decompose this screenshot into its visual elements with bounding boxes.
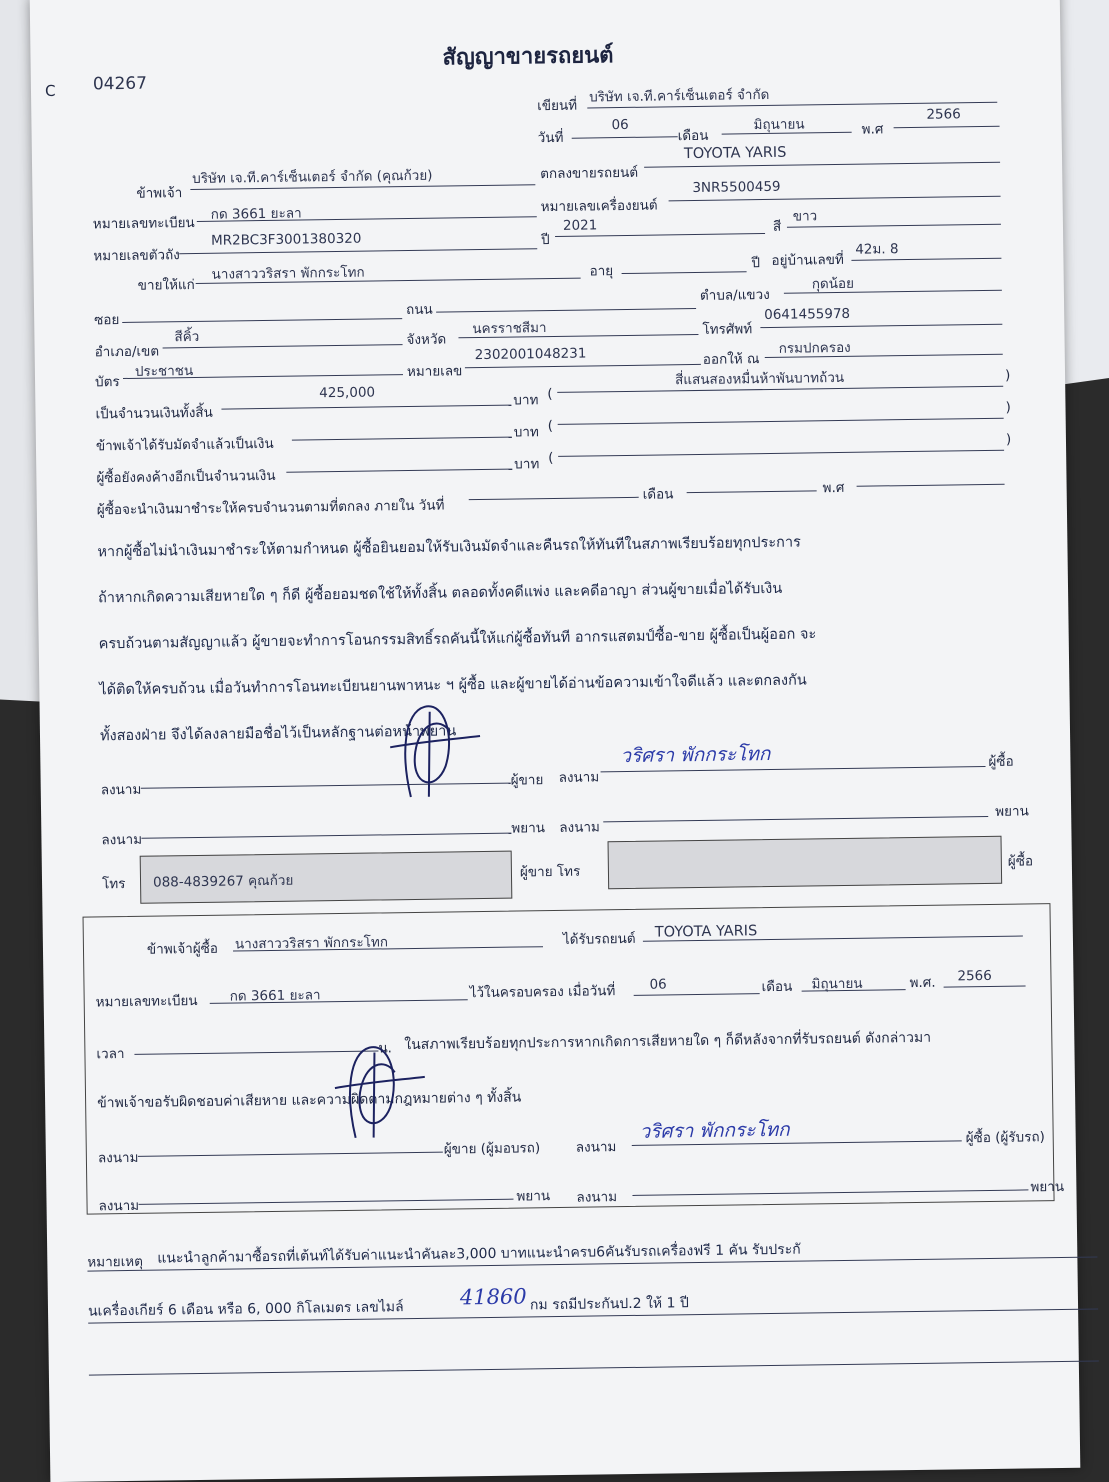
receipt-month-label: เดือน <box>761 978 793 996</box>
witness1-sign-line <box>141 833 511 839</box>
house-value: 42ม. 8 <box>855 241 899 258</box>
witness1-sign-label: ลงนาม <box>101 831 143 849</box>
phone-line <box>760 324 1002 328</box>
receipt-seller-role: ผู้ขาย (ผู้มอบรถ) <box>443 1140 541 1158</box>
buyer-value: นางสาววริสรา พักกระโทก <box>211 264 365 283</box>
phone-row-label: โทร <box>101 876 126 893</box>
age-label: อายุ <box>589 263 614 280</box>
date-year-label: พ.ศ <box>861 121 884 138</box>
road-line <box>436 308 696 313</box>
deposit-paren-close: ) <box>1005 399 1011 416</box>
seller-phone-box <box>140 851 513 904</box>
soi-label: ซอย <box>94 312 120 329</box>
engine-line <box>669 196 1001 202</box>
date-day: 06 <box>611 116 629 134</box>
deposit-line <box>292 437 512 441</box>
province-label: จังหวัด <box>406 331 447 349</box>
province-value: นครราชสีมา <box>472 320 547 338</box>
seller-phone-value: 088-4839267 คุณก้วย <box>152 872 294 891</box>
subdistrict-label: ตำบล/แขวง <box>699 286 770 304</box>
written-at-label: เขียนที่ <box>537 97 578 115</box>
car-model-value: TOYOTA YARIS <box>683 144 787 163</box>
date-day-line <box>572 136 678 138</box>
district-label: อำเภอ/เขต <box>94 343 160 361</box>
issued-label: ออกให้ ณ <box>702 351 760 368</box>
age-unit: ปี <box>751 255 761 272</box>
receipt-plate-value: กด 3661 ยะลา <box>229 987 321 1005</box>
note-line-2b: กม รถมีประกันป.2 ให้ 1 ปี <box>529 1295 689 1314</box>
witness2-sign-label: ลงนาม <box>559 819 601 836</box>
year-line <box>555 233 765 237</box>
remaining-words-line <box>558 450 1004 457</box>
car-model-label: ตกลงขายรถยนต์ <box>540 164 639 183</box>
chassis-line <box>179 248 537 254</box>
color-line <box>787 224 1001 228</box>
deposit-baht: บาท <box>513 424 539 441</box>
receipt-month: มิถุนายน <box>811 975 863 993</box>
deposit-label: ข้าพเจ้าได้รับมัดจำแล้วเป็นเงิน <box>95 435 274 455</box>
id-card-type: ประชาชน <box>134 363 194 380</box>
receipt-plate-label: หมายเลขทะเบียน <box>95 993 198 1011</box>
date-month-label: เดือน <box>677 127 709 145</box>
receipt-time-suffix: น. <box>378 1040 393 1057</box>
receipt-witness1-sign-label: ลงนาม <box>98 1197 140 1215</box>
note-line-3-rule <box>89 1360 1099 1375</box>
total-baht: บาท <box>513 392 539 409</box>
terms-line-1: หากผู้ซื้อไม่นำเงินมาชำระให้ตามกำหนด ผู้ซื้อยินยอมให้รับเงินมัดจำและคืนรถให้ทันทีในสภาพเรียบร้อยทุกประการ <box>97 534 801 561</box>
terms-line-5: ทั้งสองฝ่าย จึงได้ลงลายมือชื่อไว้เป็นหลักฐานต่อหน้าพยาน <box>99 723 457 745</box>
receipt-time-label: เวลา <box>96 1046 125 1063</box>
seller-label: ข้าพเจ้า <box>136 185 183 202</box>
due-label: ผู้ซื้อจะนำเงินมาชำระให้ครบจำนวนตามที่ตกลง ภายใน วันที่ <box>96 497 445 519</box>
seller-sign-label: ลงนาม <box>100 781 142 799</box>
id-card-label: บัตร <box>94 374 120 391</box>
car-model-line <box>644 162 1000 168</box>
receipt-year-label: พ.ศ. <box>909 974 936 992</box>
receipt-buyer-value: นางสาววริสรา พักกระโทก <box>234 934 389 953</box>
id-no-value: 2302001048231 <box>474 345 587 364</box>
buyer-phone-role: ผู้ซื้อ <box>1007 853 1034 870</box>
chassis-value: MR2BC3F3001380320 <box>210 230 362 249</box>
date-month: มิถุนายน <box>753 116 805 134</box>
plate-label: หมายเลขทะเบียน <box>92 214 195 233</box>
plate-value: กด 3661 ยะลา <box>210 205 302 223</box>
deposit-words-line <box>558 418 1004 425</box>
due-month-label: เดือน <box>642 486 674 503</box>
phone-label: โทรศัพท์ <box>702 321 753 338</box>
witness1-role: พยาน <box>511 820 546 837</box>
remaining-paren-close: ) <box>1005 431 1012 448</box>
remaining-line <box>286 469 512 473</box>
receipt-buyer-sign-label: ลงนาม <box>575 1139 617 1156</box>
year-label: ปี <box>541 232 550 249</box>
receipt-car-value: TOYOTA YARIS <box>654 923 758 941</box>
seller-value: บริษัท เจ.ที.คาร์เซ็นเตอร์ จำกัด (คุณก้วย) <box>192 167 433 188</box>
soi-line <box>122 318 402 323</box>
document-number: 04267 <box>92 73 148 95</box>
remaining-paren-open: ( <box>548 449 554 467</box>
due-year-line <box>857 484 1005 487</box>
phone-value: 0641455978 <box>764 305 851 324</box>
buyer-sign-label: ลงนาม <box>558 769 600 786</box>
color-label: สี <box>772 218 782 235</box>
due-month-line <box>687 490 817 493</box>
id-no-line <box>465 364 701 368</box>
total-paren-open: ( <box>547 386 553 403</box>
receipt-buyer-signature: วริศรา พักกระโทก <box>639 1118 790 1143</box>
age-line <box>622 271 747 274</box>
side-mark: C <box>44 81 56 101</box>
remaining-baht: บาท <box>514 456 540 473</box>
color-value: ขาว <box>792 208 818 225</box>
buyer-role: ผู้ซื้อ <box>988 753 1014 770</box>
deposit-paren-open: ( <box>547 417 554 435</box>
receipt-condition: ในสภาพเรียบร้อยทุกประการหากเกิดการเสียหายใด ๆ ก็ดีหลังจากที่รับรถยนต์ ดังกล่าวมา <box>404 1029 932 1054</box>
receipt-buyer-label: ข้าพเจ้าผู้ซื้อ <box>146 940 219 958</box>
terms-line-2: ถ้าหากเกิดความเสียหายใด ๆ ก็ดี ผู้ซื้อยอมชดใช้ให้ทั้งสิ้น ตลอดทั้งคดีแพ่ง และคดีอาญา ส่วนผู้ขายเมื่อได้รับเงิน <box>97 580 783 607</box>
seller-role: ผู้ขาย <box>510 772 544 789</box>
subdistrict-value: กุดน้อย <box>811 275 855 293</box>
receipt-witness1-role: พยาน <box>516 1188 551 1205</box>
receipt-day: 06 <box>649 976 667 993</box>
total-paren-close: ) <box>1004 367 1011 384</box>
remaining-label: ผู้ซื้อยังคงค้างอีกเป็นจำนวนเงิน <box>96 467 276 487</box>
date-day-label: วันที่ <box>537 129 564 147</box>
id-no-label: หมายเลข <box>406 363 463 381</box>
receipt-liability: ข้าพเจ้าขอรับผิดชอบค่าเสียหาย และความผิดตามกฎหมายต่าง ๆ ทั้งสิ้น <box>97 1089 522 1112</box>
chassis-label: หมายเลขตัวถัง <box>93 247 180 265</box>
buyer-phone-box <box>608 836 1003 889</box>
receipt-seller-signature-scribble <box>314 1032 436 1149</box>
terms-line-4: ได้ติดให้ครบถ้วน เมื่อวันทำการโอนทะเบียนยานพาหนะ ฯ ผู้ซื้อ และผู้ขายได้อ่านข้อความเข้าใจดีแล้ว และตกลงกัน <box>99 672 807 699</box>
issued-value: กรมปกครอง <box>778 339 851 357</box>
house-label: อยู่บ้านเลขที่ <box>771 251 844 269</box>
note-line-2a: นเครื่องเกียร์ 6 เดือน หรือ 6, 000 กิโลเมตร เลขไมล์ <box>87 1299 404 1320</box>
receipt-possession-label: ไว้ในครอบครอง เมื่อวันที่ <box>469 983 616 1002</box>
terms-line-3: ครบถ้วนตามสัญญาแล้ว ผู้ขายจะทำการโอนกรรมสิทธิ์รถคันนี้ให้แก่ผู้ซื้อทันที อากรแสตมป์ซื้อ-ขาย ผู้ซื้อเป็นผู้ออก จะ <box>98 626 817 653</box>
receipt-received-label: ได้รับรถยนต์ <box>562 930 636 948</box>
year-value: 2021 <box>562 217 598 234</box>
total-words: สี่แสนสองหมื่นห้าพันบาทถ้วน <box>674 369 845 389</box>
district-value: สีคิ้ว <box>174 328 200 346</box>
buyer-signature: วริศรา พักกระโทก <box>620 742 771 768</box>
total-line <box>221 405 511 410</box>
engine-label: หมายเลขเครื่องยนต์ <box>540 197 658 216</box>
written-at-value: บริษัท เจ.ที.คาร์เซ็นเตอร์ จำกัด <box>589 86 770 106</box>
total-value: 425,000 <box>319 384 376 402</box>
witness2-role: พยาน <box>995 803 1029 820</box>
total-label: เป็นจำนวนเงินทั้งสิ้น <box>95 404 213 423</box>
due-day-line <box>469 497 639 500</box>
due-year-label: พ.ศ <box>822 479 845 497</box>
engine-value: 3NR5500459 <box>692 178 781 197</box>
note-mileage: 41860 <box>459 1284 527 1310</box>
note-line-1: แนะนำลูกค้ามาซื้อรถที่เต้นท์ได้รับค่าแนะนำคันละ3,000 บาทแนะนำครบ6คันรับรถเครื่องฟรี 1 คัน รับประกั <box>157 1241 801 1267</box>
buyer-label: ขายให้แก่ <box>137 276 195 294</box>
note-label: หมายเหตุ <box>87 1253 144 1271</box>
receipt-seller-sign-label: ลงนาม <box>97 1149 139 1167</box>
contract-page <box>30 0 1081 1482</box>
date-year-line <box>894 126 1000 128</box>
receipt-year: 2566 <box>957 967 992 985</box>
receipt-buyer-role: ผู้ซื้อ (ผู้รับรถ) <box>965 1129 1045 1147</box>
seller-tel-label: ผู้ขาย โทร <box>519 863 581 881</box>
road-label: ถนน <box>405 301 433 319</box>
seller-signature-scribble <box>369 691 491 808</box>
receipt-witness2-role: พยาน <box>1030 1178 1065 1196</box>
receipt-witness2-sign-label: ลงนาม <box>576 1189 618 1206</box>
date-year: 2566 <box>926 106 961 123</box>
witness2-sign-line <box>603 816 988 822</box>
page-title: สัญญาขายรถยนต์ <box>442 43 614 71</box>
